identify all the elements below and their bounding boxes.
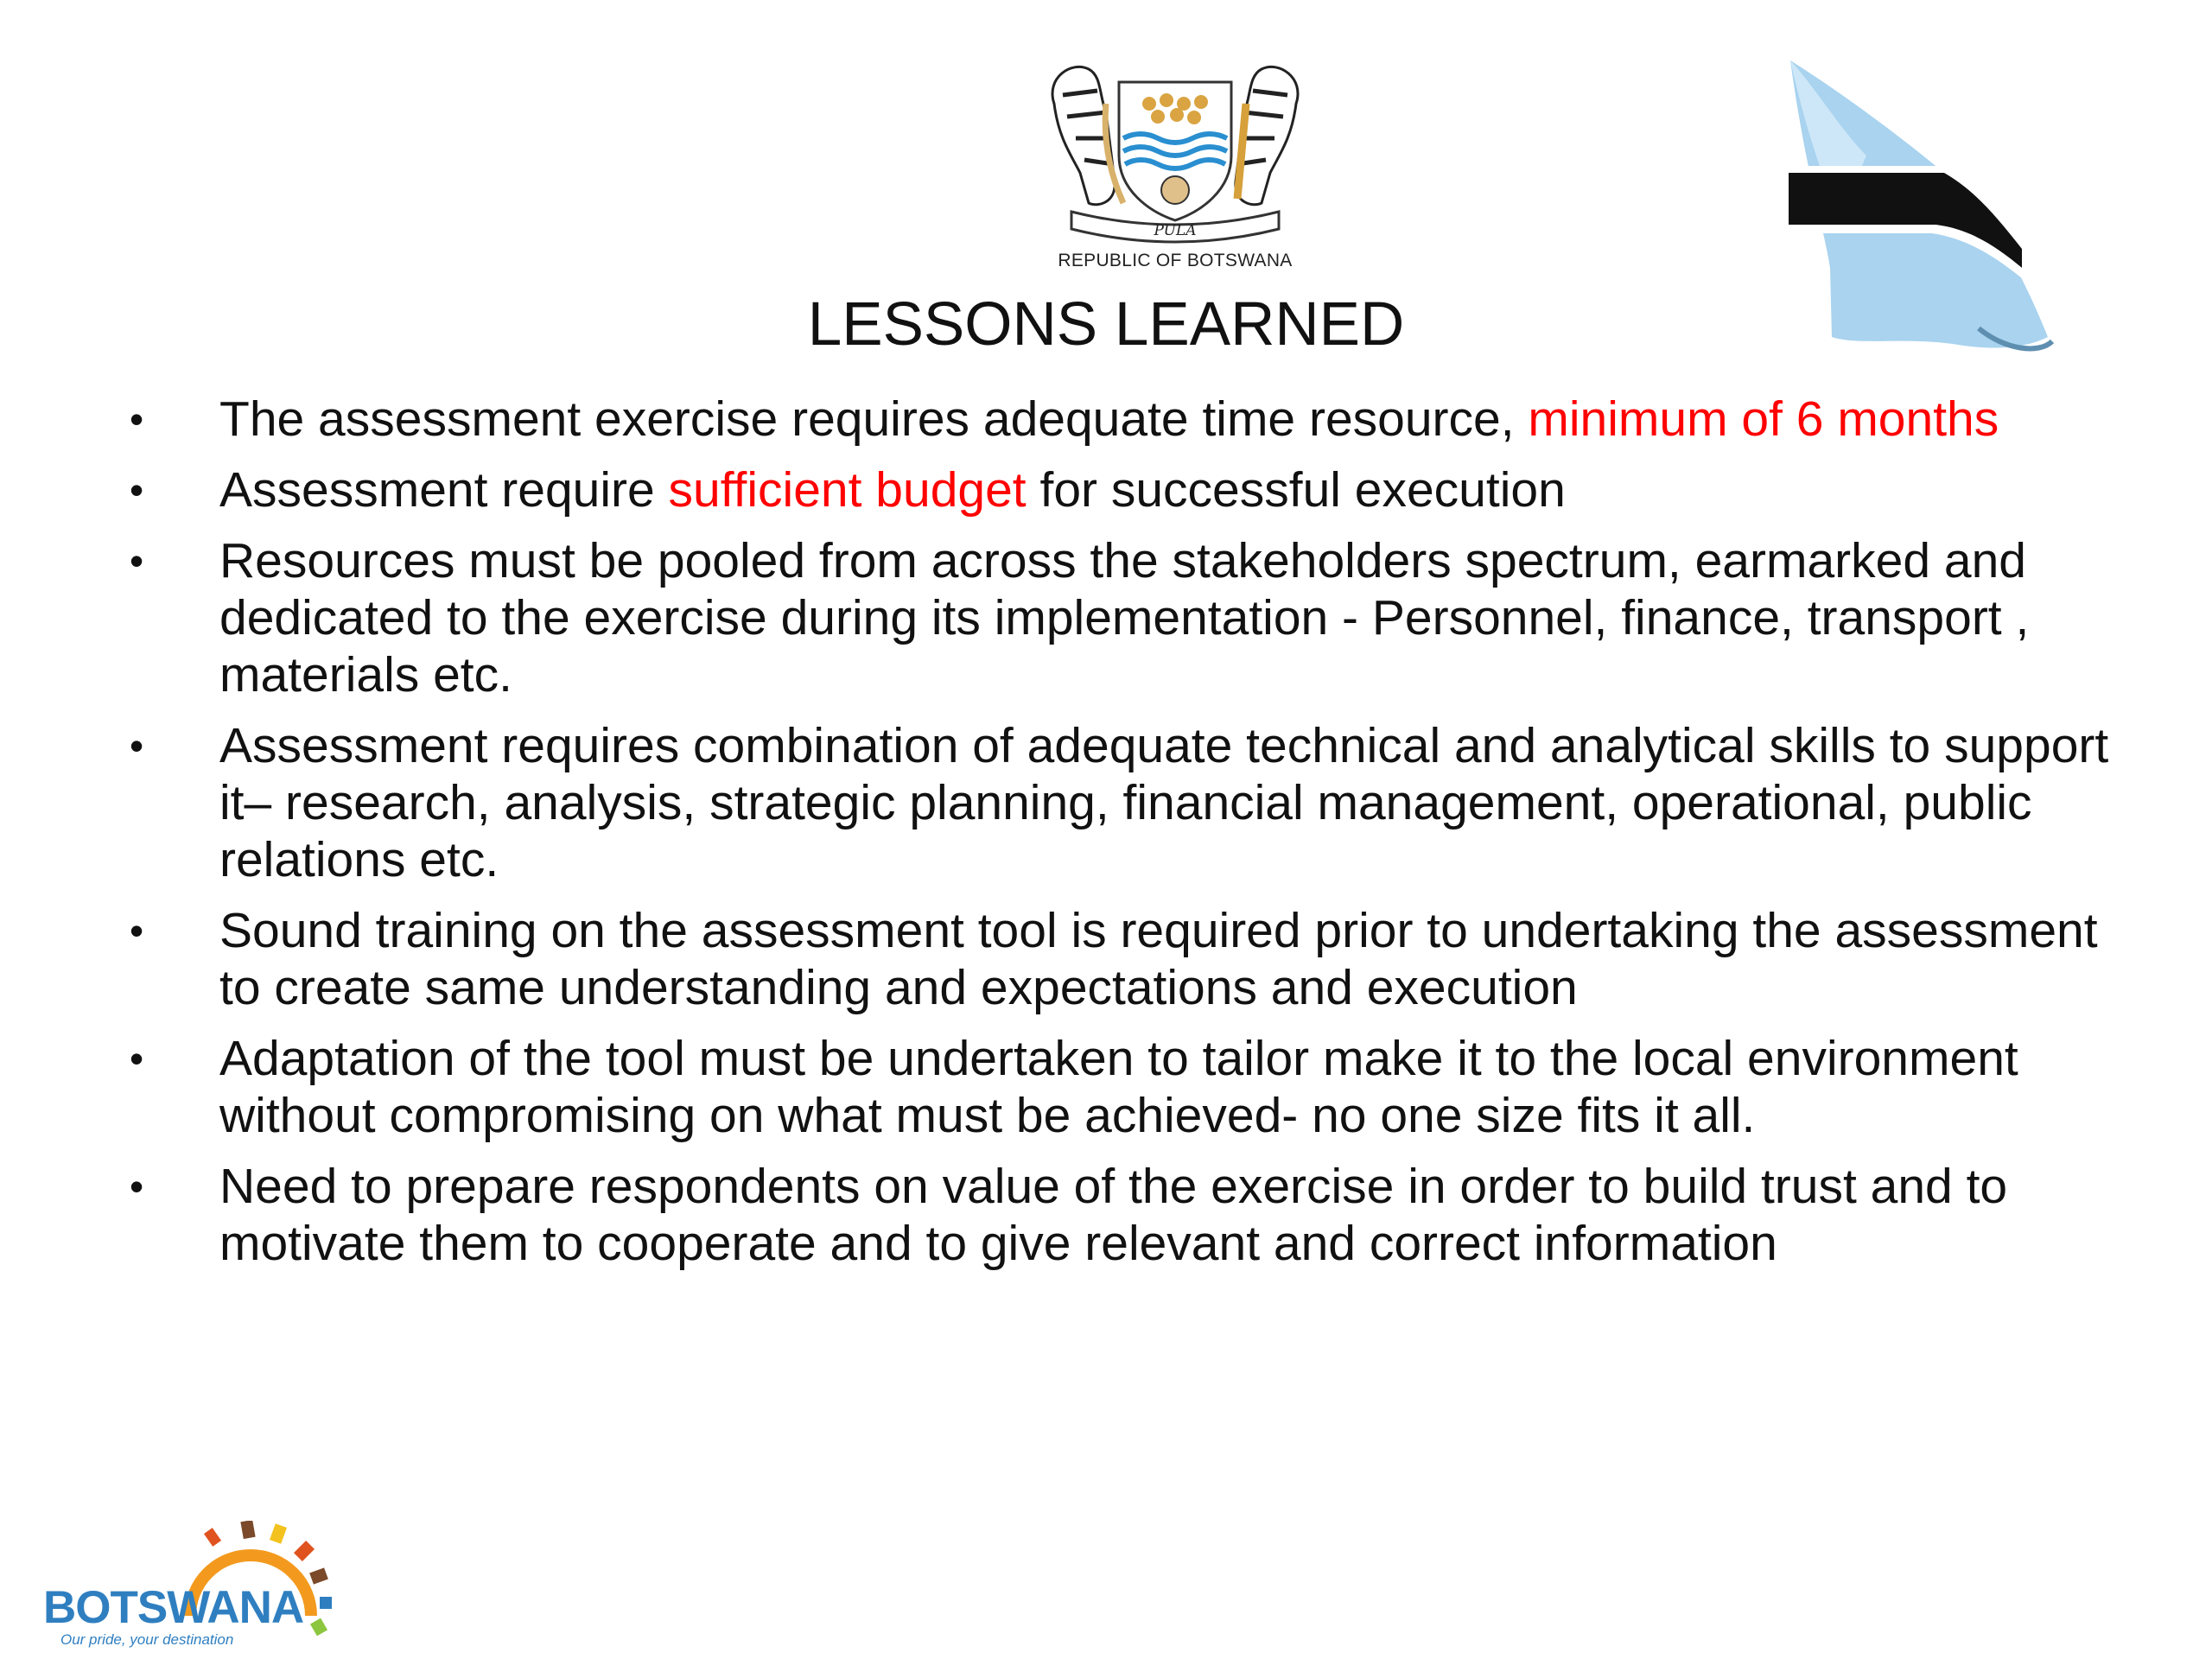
list-item-text: Assessment requires combination of adequate technical and analytical skills to support it– research, analysis, strategic planning, financial management, operational, public relations etc. (219, 718, 2109, 887)
emphasis-text: sufficient budget (668, 462, 1027, 518)
list-item (130, 461, 2117, 518)
bullet-icon: • (130, 538, 144, 583)
list-item (130, 902, 2117, 1016)
list-item (130, 391, 2117, 448)
botswana-brand-logo (43, 1521, 328, 1650)
list-item-text: Need to prepare respondents on value of the exercise in order to build trust and to motivate them to cooperate and to give relevant and correct information (219, 1159, 2008, 1271)
bullet-icon: • (130, 1036, 144, 1081)
list-item-text: Resources must be pooled from across the stakeholders spectrum, earmarked and dedicated to the exercise during its implementation - Personnel, finance, transport , materials etc. (219, 533, 2030, 702)
list-item-text: Assessment require (219, 462, 669, 518)
list-item (130, 1158, 2117, 1272)
list-item-text: The assessment exercise requires adequate time resource, (219, 391, 1529, 447)
coat-of-arms-logo (1020, 52, 1331, 294)
bullet-icon: • (130, 467, 144, 512)
coat-of-arms-motto: PULA (1154, 222, 1197, 239)
list-item-text: for successful execution (1026, 462, 1566, 518)
bullet-icon: • (130, 908, 144, 953)
bullet-icon: • (130, 397, 144, 442)
list-item-text: Adaptation of the tool must be undertaken to tailor make it to the local environment without compromising on what must be achieved- no one size fits it all. (219, 1031, 2018, 1143)
brand-name: BOTSWANA (43, 1582, 304, 1633)
lessons-list (130, 391, 2117, 1286)
list-item (130, 1030, 2117, 1144)
list-item (130, 532, 2117, 703)
bullet-icon: • (130, 723, 144, 768)
bullet-icon: • (130, 1164, 144, 1209)
coat-of-arms-caption: REPUBLIC OF BOTSWANA (1058, 251, 1293, 270)
emphasis-text: minimum of 6 months (1528, 391, 1999, 447)
brand-tagline: Our pride, your destination (60, 1631, 234, 1648)
coat-of-arms-icon (1020, 52, 1331, 251)
list-item-text: Sound training on the assessment tool is required prior to undertaking the assessment to create same understanding and expectations and execution (219, 903, 2098, 1015)
list-item (130, 717, 2117, 888)
slide-title: LESSONS LEARNED (807, 290, 1405, 359)
